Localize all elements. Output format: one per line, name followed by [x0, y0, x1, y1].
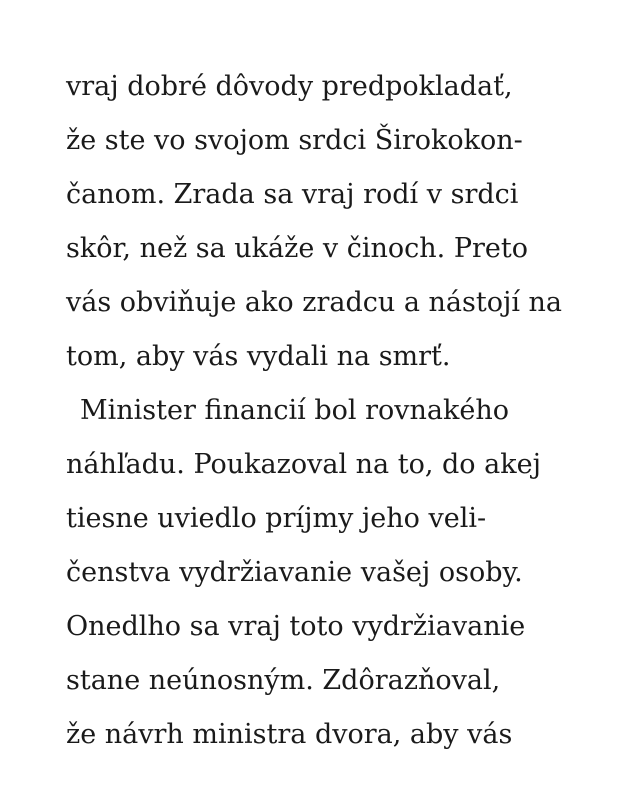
text-line: že návrh ministra dvora, aby vás: [66, 719, 513, 750]
text-line: tiesne uviedlo príjmy jeho veli-: [66, 503, 487, 534]
text-line: vraj dobré dôvody predpokladať,: [66, 71, 513, 102]
page-text: [66, 60, 586, 762]
text-line: vás obviňuje ako zradcu a nástojí na: [66, 287, 563, 318]
text-line: náhľadu. Poukazoval na to, do akej: [66, 449, 541, 480]
text-line: čanom. Zrada sa vraj rodí v srdci: [66, 179, 519, 210]
text-line: skôr, než sa ukáže v činoch. Preto: [66, 233, 528, 264]
text-line: stane neúnosným. Zdôrazňoval,: [66, 665, 501, 696]
paragraph-start-line: Minister financií bol rovnakého: [80, 395, 509, 426]
text-line: Onedlho sa vraj toto vydržiavanie: [66, 611, 526, 642]
text-line: že ste vo svojom srdci Širokokon-: [66, 125, 523, 156]
text-line: čenstva vydržiavanie vašej osoby.: [66, 557, 523, 588]
text-line: tom, aby vás vydali na smrť.: [66, 341, 451, 372]
